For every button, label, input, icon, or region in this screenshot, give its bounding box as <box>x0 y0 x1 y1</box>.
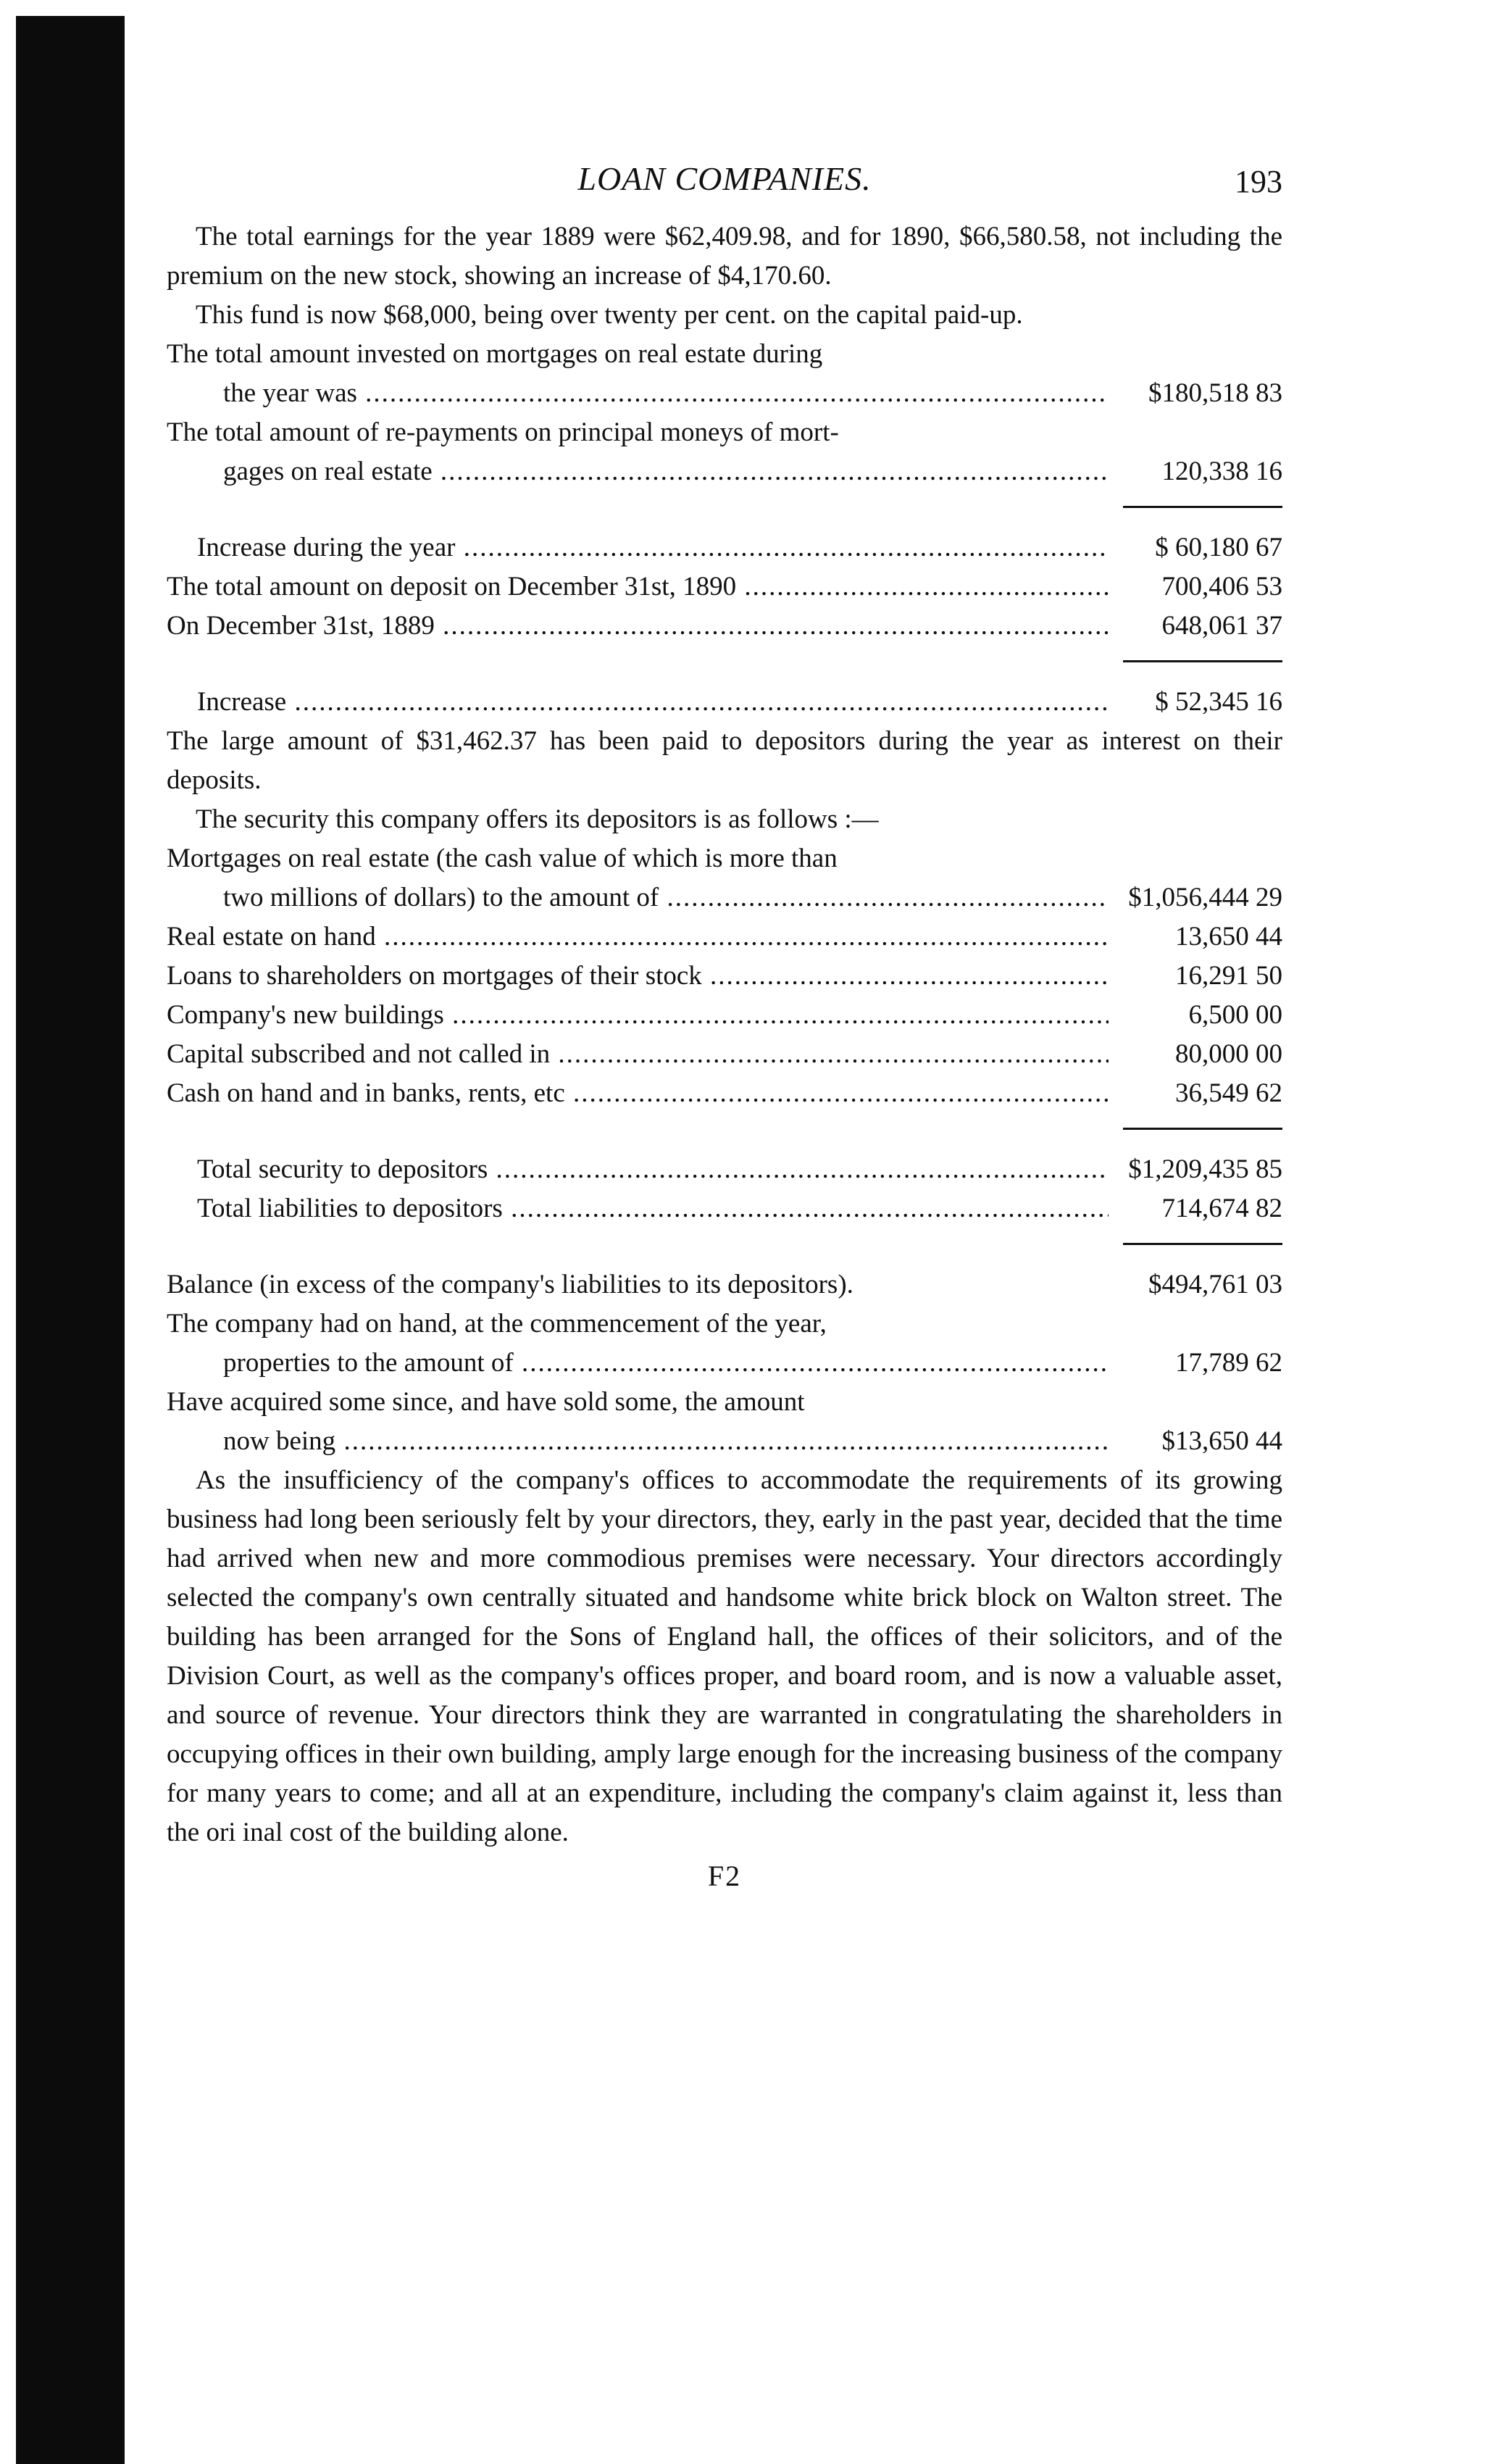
repay-line-2 <box>167 452 1282 491</box>
mortgage-increase-label: Increase during the year ..... <box>197 528 1109 567</box>
sum-rule <box>1123 1243 1282 1245</box>
sum-rule <box>1123 506 1282 508</box>
offices-paragraph: As the insufficiency of the company's offices to accommodate the requirements of its growing business had long been seriously felt by your directors, they, early in the past year, decided that the time had arrived when new and more commodious premises were necessary. Your directors accordingly selected the company's own centrally situated and handsome white brick block on Walton street. The building has been arranged for the Sons of England hall, the offices of their solicitors, and of the Division Court, as well as the company's offices proper, and board room, and is now a valuable asset, and source of revenue. Your directors think they are warranted in congratulating the shareholders in occupying offices in their own building, amply large enough for the increasing business of the company for many years to come; and all at an expenditure, including the company's claim against it, less than the ori inal cost of the building alone. <box>167 1465 1282 1847</box>
deposit-increase-label: Increase ..... <box>197 683 1109 722</box>
security-item-amount: 13,650 44 <box>1175 922 1282 952</box>
repay-amount: 120,338 16 <box>1161 457 1282 486</box>
security-mortgages-line-2 <box>167 878 1282 917</box>
invested-line-1 <box>167 335 1282 374</box>
properties-label-4: now being ..... <box>223 1422 1109 1461</box>
security-item-amount: 16,291 50 <box>1175 961 1282 991</box>
invested-label-1: The total amount invested on mortgages on real estate during <box>167 339 823 369</box>
repay-line-1 <box>167 413 1282 452</box>
security-item <box>167 996 1282 1035</box>
security-item-label: Real estate on hand ..... <box>167 917 1109 957</box>
repay-label-1: The total amount of re-payments on principal moneys of mort- <box>167 417 839 447</box>
repay-label-2: gages on real estate ..... <box>223 452 1109 491</box>
page-number: 193 <box>1235 164 1282 199</box>
mortgage-statement <box>167 335 1282 567</box>
security-mortgages-line-1 <box>167 839 1282 878</box>
security-item <box>167 1074 1282 1113</box>
book-spine-shadow <box>16 16 125 2464</box>
properties-line-3 <box>167 1383 1282 1422</box>
properties-label-2: properties to the amount of ..... <box>223 1344 1109 1383</box>
earnings-paragraph: The total earnings for the year 1889 were $62,409.98, and for 1890, $66,580.58, not including the premium on the new stock, showing an increase of $4,170.60. <box>167 222 1282 291</box>
deposit-1890-line <box>167 567 1282 607</box>
security-item-amount: 36,549 62 <box>1175 1078 1282 1108</box>
properties-line-2 <box>167 1344 1282 1383</box>
sum-rule <box>1123 660 1282 662</box>
deposit-1890-amount: 700,406 53 <box>1161 572 1282 602</box>
sum-rule <box>1123 1128 1282 1130</box>
page-header <box>167 159 1282 217</box>
security-item-label: Cash on hand and in banks, rents, etc ..... <box>167 1074 1109 1113</box>
deposit-1889-amount: 648,061 37 <box>1161 611 1282 641</box>
fund-paragraph: This fund is now $68,000, being over twenty per cent. on the capital paid-up. <box>196 300 1023 330</box>
deposit-increase-line <box>167 683 1282 722</box>
total-security-label: Total security to depositors ..... <box>197 1150 1109 1189</box>
deposit-1890-label: The total amount on deposit on December 31st, 1890 ..... <box>167 567 1109 607</box>
invested-label-2: the year was ..... <box>223 374 1109 413</box>
document-page <box>167 159 1282 1896</box>
security-statement <box>167 839 1282 1304</box>
properties-amount-2: $13,650 44 <box>1161 1426 1282 1456</box>
security-mortgages-label-2: two millions of dollars) to the amount of ..... <box>223 878 1109 917</box>
invested-amount: $180,518 83 <box>1148 378 1282 408</box>
security-item-amount: 6,500 00 <box>1188 1000 1282 1030</box>
security-item-label: Loans to shareholders on mortgages of their stock ..... <box>167 957 1109 996</box>
balance-amount: $494,761 03 <box>1148 1270 1282 1299</box>
properties-label-1: The company had on hand, at the commencement of the year, <box>167 1309 827 1339</box>
total-security-amount: $1,209,435 85 <box>1128 1154 1282 1184</box>
properties-line-1 <box>167 1304 1282 1344</box>
total-security-line <box>167 1150 1282 1189</box>
balance-label: Balance (in excess of the company's liabilities to its depositors). <box>167 1270 853 1299</box>
balance-line <box>167 1265 1282 1304</box>
security-mortgages-amount: $1,056,444 29 <box>1128 883 1282 912</box>
total-liabilities-amount: 714,674 82 <box>1161 1194 1282 1223</box>
properties-line-4 <box>167 1422 1282 1461</box>
deposit-1889-line <box>167 607 1282 646</box>
security-item <box>167 917 1282 957</box>
properties-amount-1: 17,789 62 <box>1175 1348 1282 1378</box>
mortgage-increase-line <box>167 528 1282 567</box>
running-title: LOAN COMPANIES. <box>577 160 872 197</box>
security-item <box>167 957 1282 996</box>
security-intro: The security this company offers its depositors is as follows :— <box>196 804 879 834</box>
total-liabilities-label: Total liabilities to depositors ..... <box>197 1189 1109 1228</box>
interest-paragraph: The large amount of $31,462.37 has been paid to depositors during the year as interest on their deposits. <box>167 726 1282 795</box>
properties-label-3: Have acquired some since, and have sold some, the amount <box>167 1387 805 1417</box>
total-liabilities-line <box>167 1189 1282 1228</box>
security-item <box>167 1035 1282 1074</box>
properties-statement <box>167 1304 1282 1461</box>
security-item-label: Capital subscribed and not called in ..... <box>167 1035 1109 1074</box>
mortgage-increase-amount: $ 60,180 67 <box>1155 533 1282 562</box>
invested-line-2 <box>167 374 1282 413</box>
security-item-label: Company's new buildings ..... <box>167 996 1109 1035</box>
security-item-amount: 80,000 00 <box>1175 1039 1282 1069</box>
deposit-1889-label: On December 31st, 1889 ..... <box>167 607 1109 646</box>
deposit-increase-amount: $ 52,345 16 <box>1155 687 1282 717</box>
security-mortgages-label-1: Mortgages on real estate (the cash value of which is more than <box>167 844 838 873</box>
signature-mark: F2 <box>707 1860 742 1892</box>
deposit-statement <box>167 567 1282 722</box>
